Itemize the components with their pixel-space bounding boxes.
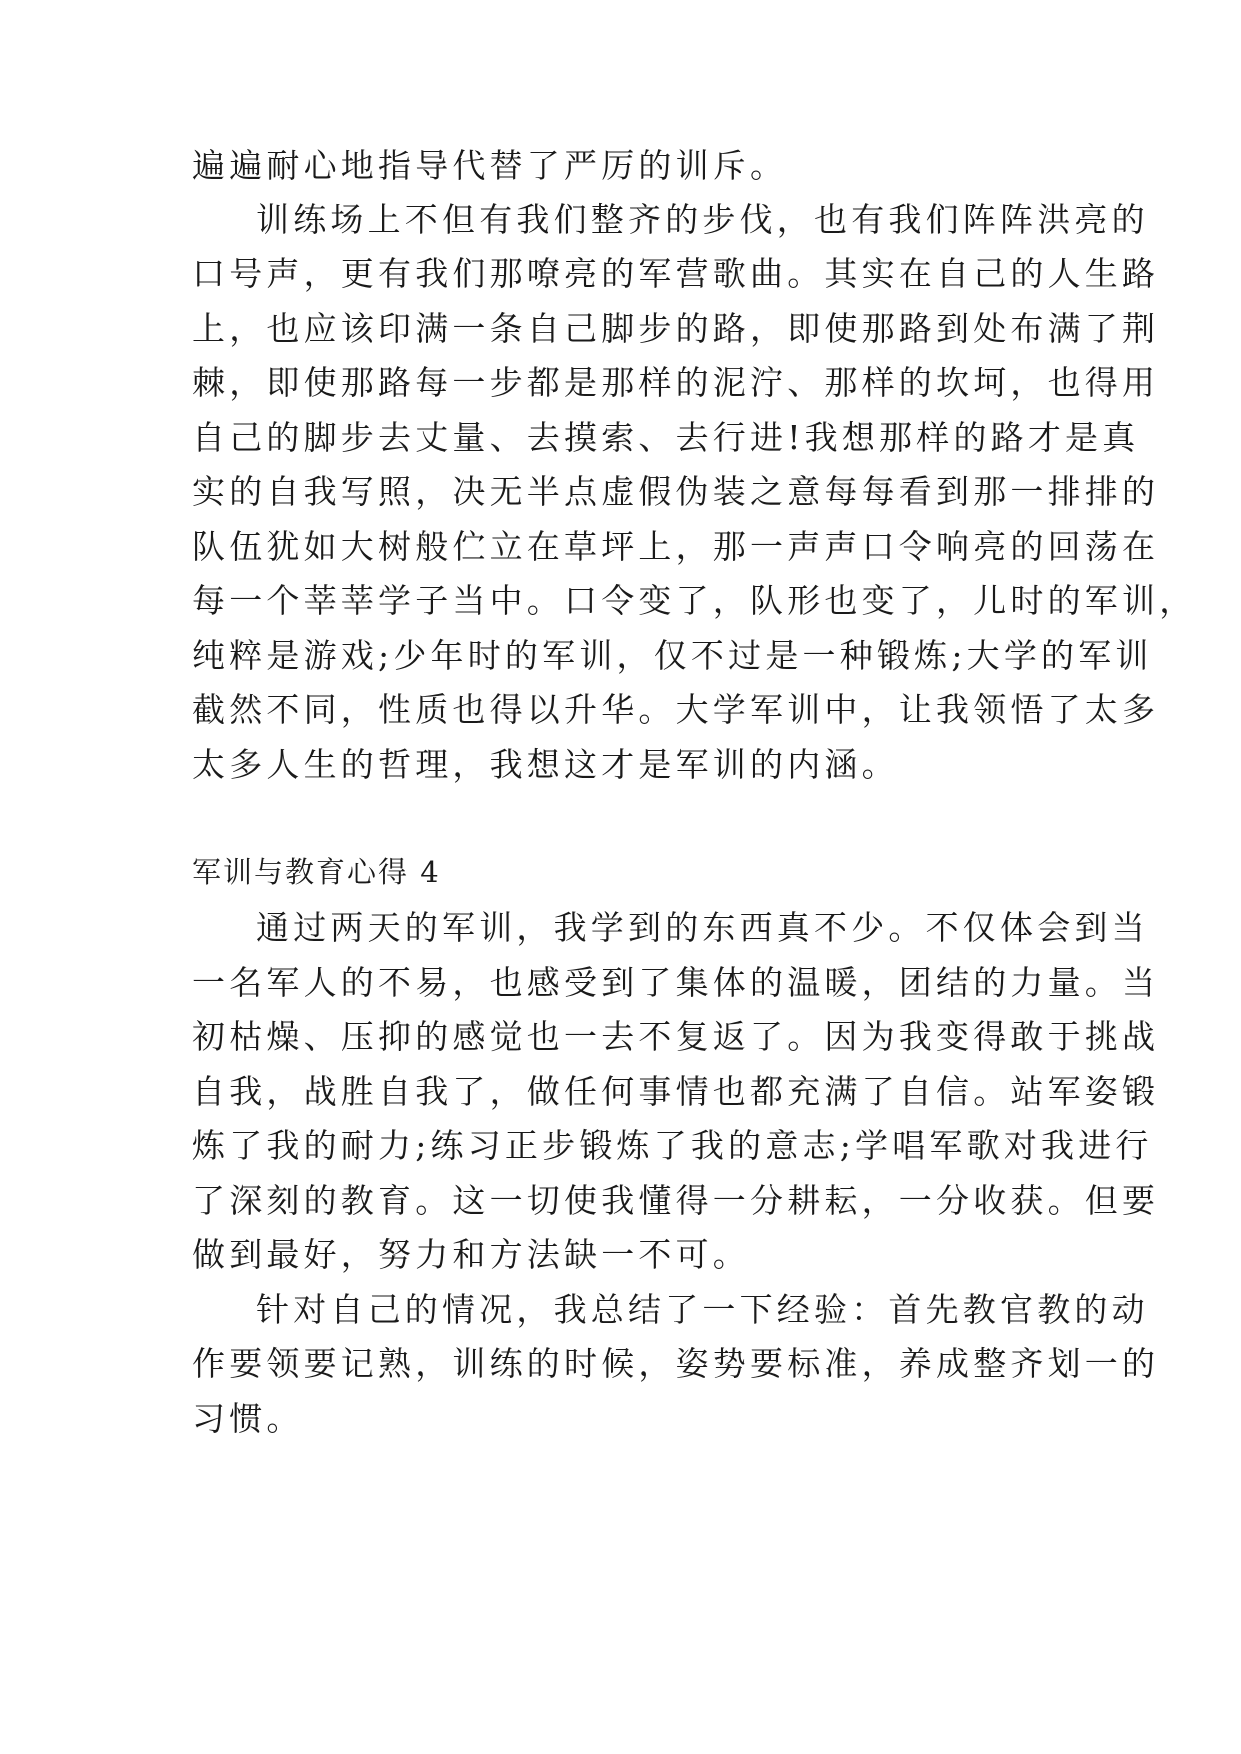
text-line: 上，也应该印满一条自己脚步的路，即使那路到处布满了荆 [192, 309, 1160, 348]
text-line: 自己的脚步去丈量、去摸索、去行进!我想那样的路才是真 [192, 418, 1140, 457]
text-line: 一名军人的不易，也感受到了集体的温暖，团结的力量。当 [192, 963, 1160, 1002]
text-line: 每一个莘莘学子当中。口令变了，队形也变了，儿时的军训， [192, 581, 1197, 620]
text-line: 遍遍耐心地指导代替了严厉的训斥。 [192, 146, 788, 185]
text-line: 作要领要记熟，训练的时候，姿势要标准，养成整齐划一的 [192, 1344, 1160, 1383]
text-line: 了深刻的教育。这一切使我懂得一分耕耘，一分收获。但要 [192, 1181, 1160, 1220]
text-line: 纯粹是游戏;少年时的军训，仅不过是一种锻炼;大学的军训 [192, 636, 1153, 675]
text-line: 自我，战胜自我了，做任何事情也都充满了自信。站军姿锻 [192, 1072, 1160, 1111]
text-line: 队伍犹如大树般伫立在草坪上，那一声声口令响亮的回荡在 [192, 527, 1160, 566]
text-line: 习惯。 [192, 1399, 304, 1438]
text-line: 初枯燥、压抑的感觉也一去不复返了。因为我变得敢于挑战 [192, 1017, 1160, 1056]
text-line: 针对自己的情况，我总结了一下经验：首先教官教的动 [256, 1290, 1149, 1329]
section-heading: 军训与教育心得 4 [192, 855, 441, 889]
text-line: 训练场上不但有我们整齐的步伐，也有我们阵阵洪亮的 [256, 200, 1149, 239]
text-line: 太多人生的哲理，我想这才是军训的内涵。 [192, 745, 899, 784]
text-line: 实的自我写照，决无半点虚假伪装之意每每看到那一排排的 [192, 472, 1160, 511]
text-line: 炼了我的耐力;练习正步锻炼了我的意志;学唱军歌对我进行 [192, 1126, 1153, 1165]
text-line: 做到最好，努力和方法缺一不可。 [192, 1235, 750, 1274]
text-line: 通过两天的军训，我学到的东西真不少。不仅体会到当 [256, 908, 1149, 947]
text-line: 口号声，更有我们那嘹亮的军营歌曲。其实在自己的人生路 [192, 254, 1160, 293]
text-line: 截然不同，性质也得以升华。大学军训中，让我领悟了太多 [192, 690, 1160, 729]
text-line: 棘，即使那路每一步都是那样的泥泞、那样的坎坷，也得用 [192, 363, 1160, 402]
